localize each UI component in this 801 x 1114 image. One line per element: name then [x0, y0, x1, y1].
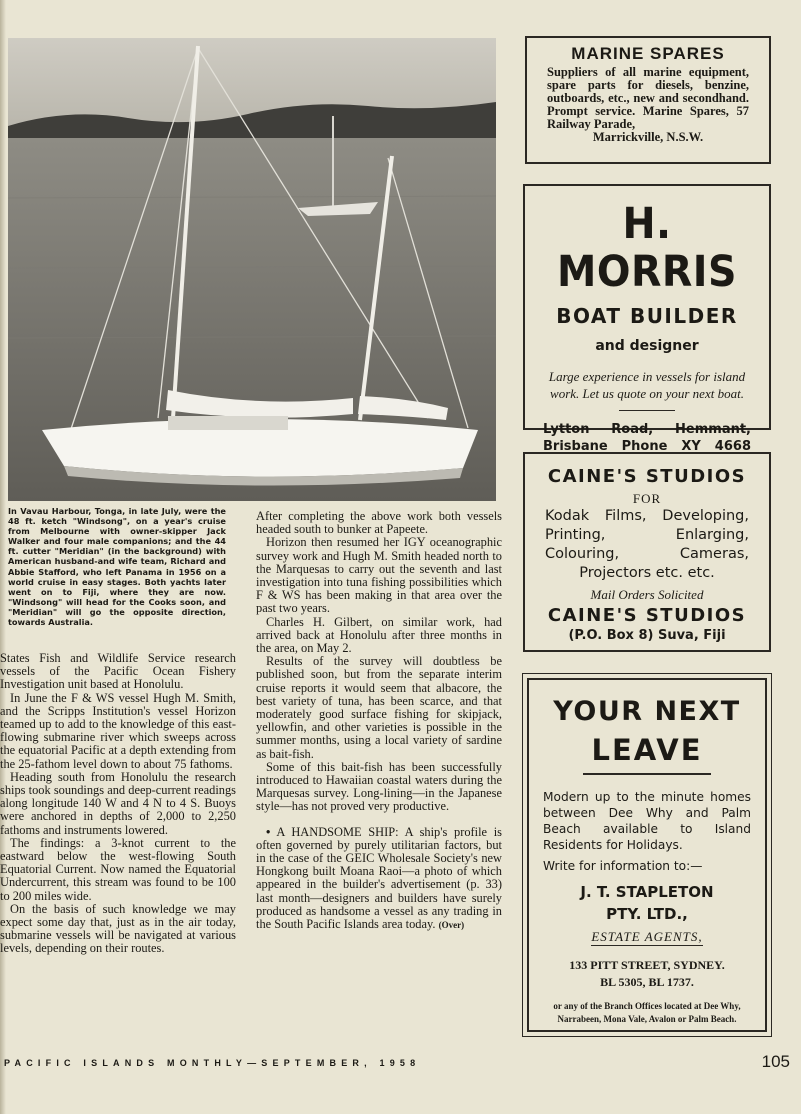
page-footer	[4, 1052, 794, 1076]
h-morris-ad	[523, 184, 771, 454]
ad-for: FOR	[632, 491, 662, 506]
ad-body: Modern up to the minute homes between Dee Why and Palm Beach available to Island Residents for Holidays.	[543, 790, 751, 852]
continued-marker: (Over)	[438, 920, 465, 931]
ad-title: H. MORRIS	[557, 199, 737, 297]
ad-firm-name: J. T. STAPLETON	[580, 883, 714, 901]
paragraph: After completing the above work both vessels headed south to bunker at Papeete.	[256, 509, 502, 537]
ad-inner-frame	[527, 678, 767, 1032]
article-column-2	[256, 510, 502, 932]
article-column-1	[0, 652, 236, 956]
paragraph: States Fish and Wildlife Service research vessels of the Pacific Ocean Fishery Investigation unit based at Honolulu.	[0, 651, 236, 692]
ad-address: (P.O. Box 8) Suva, Fiji	[568, 628, 726, 643]
photo-caption: In Vavau Harbour, Tonga, in late July, were the 48 ft. ketch "Windsong", on a year's cruise from Melbourne with owner-skipper Jack Walker and four male companions; and the 44 ft. cutter "Meridian" (in the background) with American husband-and wife team, Richard and Abbie Stafford, who left Panama in 1956 on a world cruise in easy stages. Both yachts later went on to Fiji, where they are now. "Windsong" will head for the Cooks soon, and "Meridian" will go the opposite direction, towards Australia.	[8, 506, 226, 628]
ad-address-line2: Brisbane Phone XY 4668	[543, 439, 751, 454]
ad-address-line1: Lytton Road, Hemmant,	[543, 422, 751, 437]
section-text: A ship's profile is often governed by purely utilitarian factors, but in the case of the GEIC Wholesale Society's new Hongkong built Moana Raoi—a photo of which appeared in the builder's advertisement (p. 33) last month—designers and builders have surely produced as handsome a vessel as any trading in the South Pacific Islands area today.	[256, 824, 502, 932]
ad-title-repeat: CAINE'S STUDIOS	[547, 605, 747, 626]
your-next-leave-ad	[522, 673, 772, 1037]
ad-tagline: Large experience in vessels for island work. Let us quote on your next boat.	[548, 369, 746, 401]
ad-headline: YOUR NEXT	[553, 696, 741, 727]
ad-subtitle: and designer	[595, 338, 699, 354]
handsome-ship-paragraph	[256, 826, 502, 933]
ad-mail-orders: Mail Orders Solicited	[590, 587, 704, 602]
paragraph: In June the F & WS vessel Hugh M. Smith, and the Scripps Institution's vessel Horizon teamed up to add to the knowledge of this east-flowing submarine river which sweeps across the equatorial Pacific at a depth extending from the 25-fathom level down to about 75 fathoms.	[0, 690, 236, 771]
ad-branches: or any of the Branch Offices located at Dee Why, Narrabeen, Mona Vale, Avalon or Palm Beach.	[553, 1001, 741, 1024]
paragraph: The findings: a 3-knot current to the eastward below the west-flowing South Equatorial Current. Now named the Equatorial Undercurrent, this stream was found to be 100 to 200 miles wide.	[0, 835, 236, 903]
paragraph: Some of this bait-fish has been successfully introduced to Hawaiian coastal waters during the Marquesas survey. Long-lining—in the Japanese style—has not proved very productive.	[256, 759, 502, 814]
caines-studios-ad	[523, 452, 771, 652]
ad-title: CAINE'S STUDIOS	[547, 466, 747, 487]
running-footer: PACIFIC ISLANDS MONTHLY—SEPTEMBER, 1958	[4, 1058, 421, 1068]
ad-street: 133 PITT STREET, SYDNEY.	[569, 958, 725, 972]
ad-write-line: Write for information to:—	[543, 859, 703, 873]
page-number: 105	[761, 1052, 790, 1071]
paragraph: Horizon then resumed her IGY oceanographic survey work and Hugh M. Smith headed north to the Marquesas to carry out the seventh and last investigation into tuna fishing possibilities which F & WS has been making in that area over the past two years.	[256, 535, 502, 616]
paragraph: On the basis of such knowledge we may expect some day that, just as in the air today, submarine vessels will be navigated at various levels, depending on their routes.	[0, 901, 236, 956]
paragraph: Heading south from Honolulu the research ships took soundings and deep-current readings along longitude 140 W and 4 N to 4 S. Buoys were anchored in depths of 2,000 to 2,250 fathoms and instruments lowered.	[0, 769, 236, 837]
harbour-yachts-photo	[8, 38, 496, 501]
ad-headline-2: LEAVE	[583, 733, 710, 775]
ad-services: Kodak Films, Developing, Printing, Enlarging, Colouring, Cameras, Projectors etc. etc.	[545, 508, 749, 581]
ad-address: Marrickville, N.S.W.	[592, 130, 704, 144]
ad-trade: BOAT BUILDER	[556, 304, 738, 328]
divider	[619, 410, 675, 411]
ad-phones: BL 5305, BL 1737.	[600, 975, 694, 989]
ad-role: ESTATE AGENTS,	[591, 929, 703, 944]
paragraph: Charles H. Gilbert, on similar work, had arrived back at Honolulu after three months in the area, on May 2.	[256, 614, 502, 656]
ad-body: Suppliers of all marine equipment, spare parts for diesels, benzine, outboards, etc., new and secondhand. Prompt service. Marine Spares, 57 Railway Parade,	[547, 65, 749, 131]
bullet-icon: •	[266, 824, 271, 839]
ad-firm-suffix: PTY. LTD.,	[606, 905, 688, 923]
paragraph: Results of the survey will doubtless be published soon, but from the separate interim cruise reports it would seem that albacore, the best variety of tuna, has been scarce, and that moderately good surface fishing for skipjack, yellowfin, and other varieties is possible in the summer months, using a local variety of sardine as bait-fish.	[256, 654, 502, 761]
section-lead: A HANDSOME SHIP:	[276, 824, 399, 839]
ad-title: MARINE SPARES	[571, 44, 725, 63]
marine-spares-ad	[525, 36, 771, 164]
